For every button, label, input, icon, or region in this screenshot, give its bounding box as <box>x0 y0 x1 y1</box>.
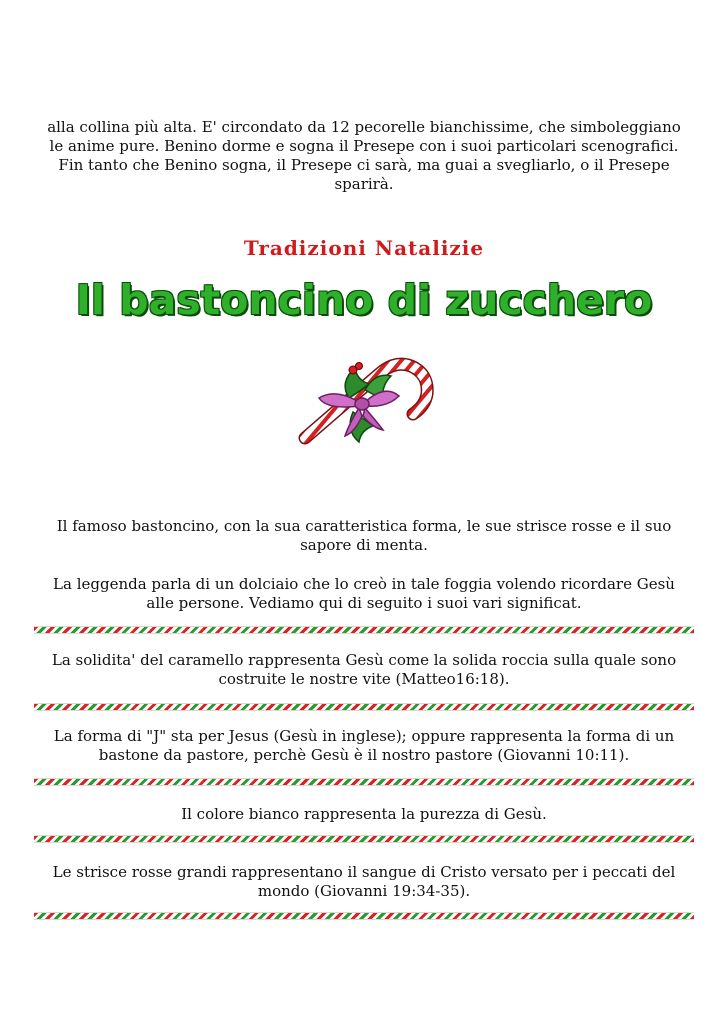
paragraph-line: costruite le nostre vite (Matteo16:18). <box>218 670 510 688</box>
paragraph-line: alle persone. Vediamo qui di seguito i suoi vari significat. <box>146 594 582 612</box>
paragraph-line: La solidita' del caramello rappresenta Gesù come la solida roccia sulla quale sono <box>51 651 677 669</box>
paragraph-white-color <box>34 805 694 824</box>
paragraph-line: La forma di "J" sta per Jesus (Gesù in inglese); oppure rappresenta la forma di un <box>53 727 675 745</box>
intro-line: le anime pure. Benino dorme e sogna il Presepe con i suoi particolari scenografici. <box>49 137 679 155</box>
candy-stripe-divider <box>34 703 694 711</box>
paragraph-line: Le strisce rosse grandi rappresentano il sangue di Cristo versato per i peccati del <box>52 863 676 881</box>
paragraph-j-shape <box>34 727 694 765</box>
candy-stripe-divider <box>34 835 694 843</box>
paragraph-line: bastone da pastore, perchè Gesù è il nostro pastore (Giovanni 10:11). <box>98 746 630 764</box>
intro-paragraph <box>34 118 694 194</box>
candy-stripe-divider <box>34 626 694 634</box>
candy-stripe-divider <box>34 778 694 786</box>
candy-cane-icon <box>287 338 441 452</box>
candy-stripe-divider <box>34 912 694 920</box>
paragraph-line: Il famoso bastoncino, con la sua caratteristica forma, le sue strisce rosse e il suo <box>56 517 672 535</box>
paragraph-line: mondo (Giovanni 19:34-35). <box>257 882 471 900</box>
paragraph-legend <box>34 575 694 613</box>
intro-line: sparirà. <box>334 175 394 193</box>
paragraph-intro-cane <box>34 517 694 555</box>
section-title: Tradizioni Natalizie <box>243 236 485 260</box>
page-title: Il bastoncino di zucchero <box>75 276 653 324</box>
paragraph-red-stripes <box>34 863 694 901</box>
intro-line: Fin tanto che Benino sogna, il Presepe ci sarà, ma guai a svegliarlo, o il Presepe <box>58 156 670 174</box>
paragraph-solidity <box>34 651 694 689</box>
paragraph-line: La leggenda parla di un dolciaio che lo creò in tale foggia volendo ricordare Gesù <box>53 575 675 593</box>
paragraph-line: Il colore bianco rappresenta la purezza di Gesù. <box>181 805 547 823</box>
paragraph-line: sapore di menta. <box>300 536 428 554</box>
intro-line: alla collina più alta. E' circondato da 12 pecorelle bianchissime, che simboleggiano <box>47 118 681 136</box>
